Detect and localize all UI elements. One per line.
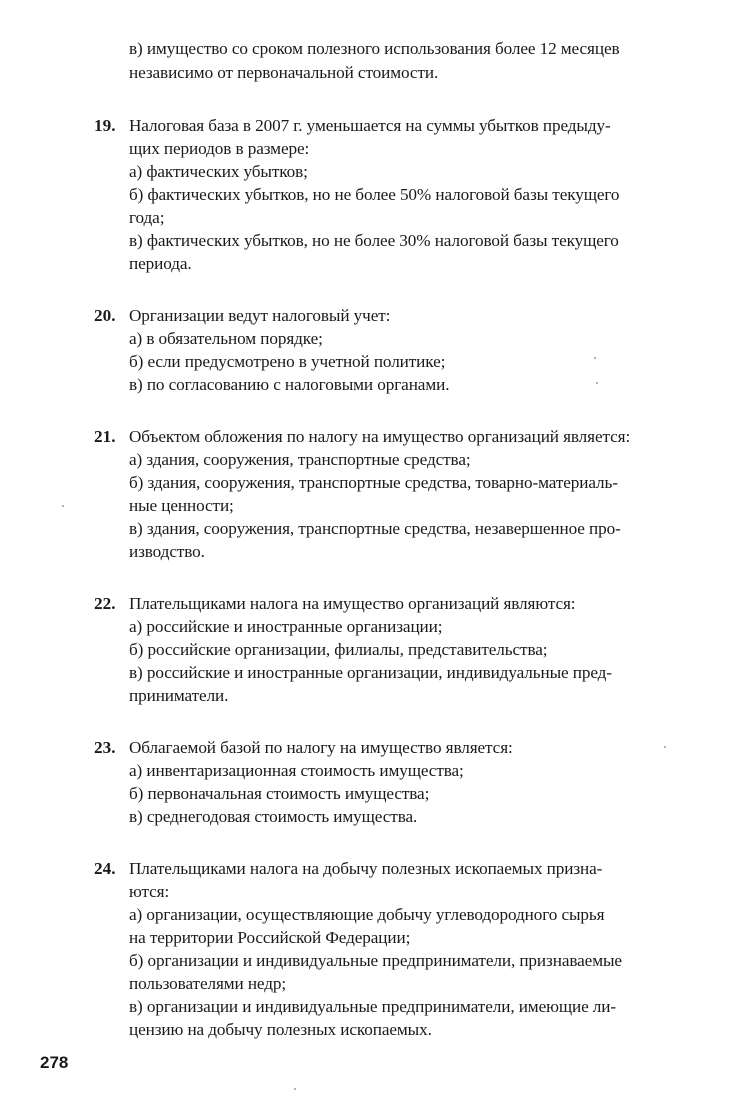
continuation-line-1: в) имущество со сроком полезного использования более 12 месяцев <box>129 39 620 58</box>
answer-option-a: а) российские и иностранные организации; <box>129 617 443 636</box>
answer-option-a: а) фактических убытков; <box>129 162 308 181</box>
scan-speck <box>62 505 64 507</box>
question-number: 19. <box>94 116 116 135</box>
answer-option-c: в) организации и индивидуальные предприниматели, имеющие ли- <box>129 997 617 1016</box>
answer-option-a-cont: на территории Российской Федерации; <box>129 928 411 947</box>
scan-speck <box>596 382 598 384</box>
answer-option-b: б) если предусмотрено в учетной политике; <box>129 352 446 371</box>
question-text-line: Облагаемой базой по налогу на имущество является: <box>129 738 513 757</box>
question-number: 22. <box>94 594 116 613</box>
answer-option-a: а) в обязательном порядке; <box>129 329 323 348</box>
question-number: 21. <box>94 427 116 446</box>
question-number: 20. <box>94 306 116 325</box>
answer-option-c: в) по согласованию с налоговыми органами. <box>129 375 450 394</box>
question-text-line: Налоговая база в 2007 г. уменьшается на суммы убытков предыду- <box>129 116 611 135</box>
question-text-line: Организации ведут налоговый учет: <box>129 306 391 325</box>
question-number: 24. <box>94 859 116 878</box>
answer-option-a: а) инвентаризационная стоимость имущества; <box>129 761 464 780</box>
answer-option-c-cont: изводство. <box>129 542 205 561</box>
answer-option-b: б) первоначальная стоимость имущества; <box>129 784 430 803</box>
scan-speck <box>664 746 666 748</box>
answer-option-a: а) организации, осуществляющие добычу углеводородного сырья <box>129 905 605 924</box>
page-number: 278 <box>40 1053 69 1072</box>
answer-option-c: в) здания, сооружения, транспортные средства, незавершенное про- <box>129 519 621 538</box>
question-text-line: Объектом обложения по налогу на имущество организаций является: <box>129 427 631 446</box>
answer-option-b: б) российские организации, филиалы, представительства; <box>129 640 548 659</box>
question-number: 23. <box>94 738 116 757</box>
question-text-line: Плательщиками налога на имущество организаций являются: <box>129 594 576 613</box>
answer-option-c: в) среднегодовая стоимость имущества. <box>129 807 418 826</box>
answer-option-b-cont: пользователями недр; <box>129 974 287 993</box>
answer-option-b: б) фактических убытков, но не более 50% налоговой базы текущего <box>129 185 620 204</box>
question-text-line: Плательщиками налога на добычу полезных ископаемых призна- <box>129 859 603 878</box>
answer-option-b-cont: ные ценности; <box>129 496 234 515</box>
scan-speck <box>594 357 596 359</box>
answer-option-b-cont: года; <box>129 208 165 227</box>
scan-speck <box>294 1088 296 1090</box>
answer-option-c-cont: периода. <box>129 254 192 273</box>
answer-option-c: в) российские и иностранные организации, индивидуальные пред- <box>129 663 612 682</box>
answer-option-b: б) здания, сооружения, транспортные средства, товарно-материаль- <box>129 473 618 492</box>
question-text-line: щих периодов в размере: <box>129 139 310 158</box>
answer-option-b: б) организации и индивидуальные предприниматели, признаваемые <box>129 951 622 970</box>
question-text-line: ются: <box>129 882 170 901</box>
answer-option-c-cont: цензию на добычу полезных ископаемых. <box>129 1020 432 1039</box>
continuation-line-2: независимо от первоначальной стоимости. <box>129 63 439 82</box>
answer-option-a: а) здания, сооружения, транспортные средства; <box>129 450 471 469</box>
answer-option-c-cont: приниматели. <box>129 686 229 705</box>
answer-option-c: в) фактических убытков, но не более 30% налоговой базы текущего <box>129 231 619 250</box>
